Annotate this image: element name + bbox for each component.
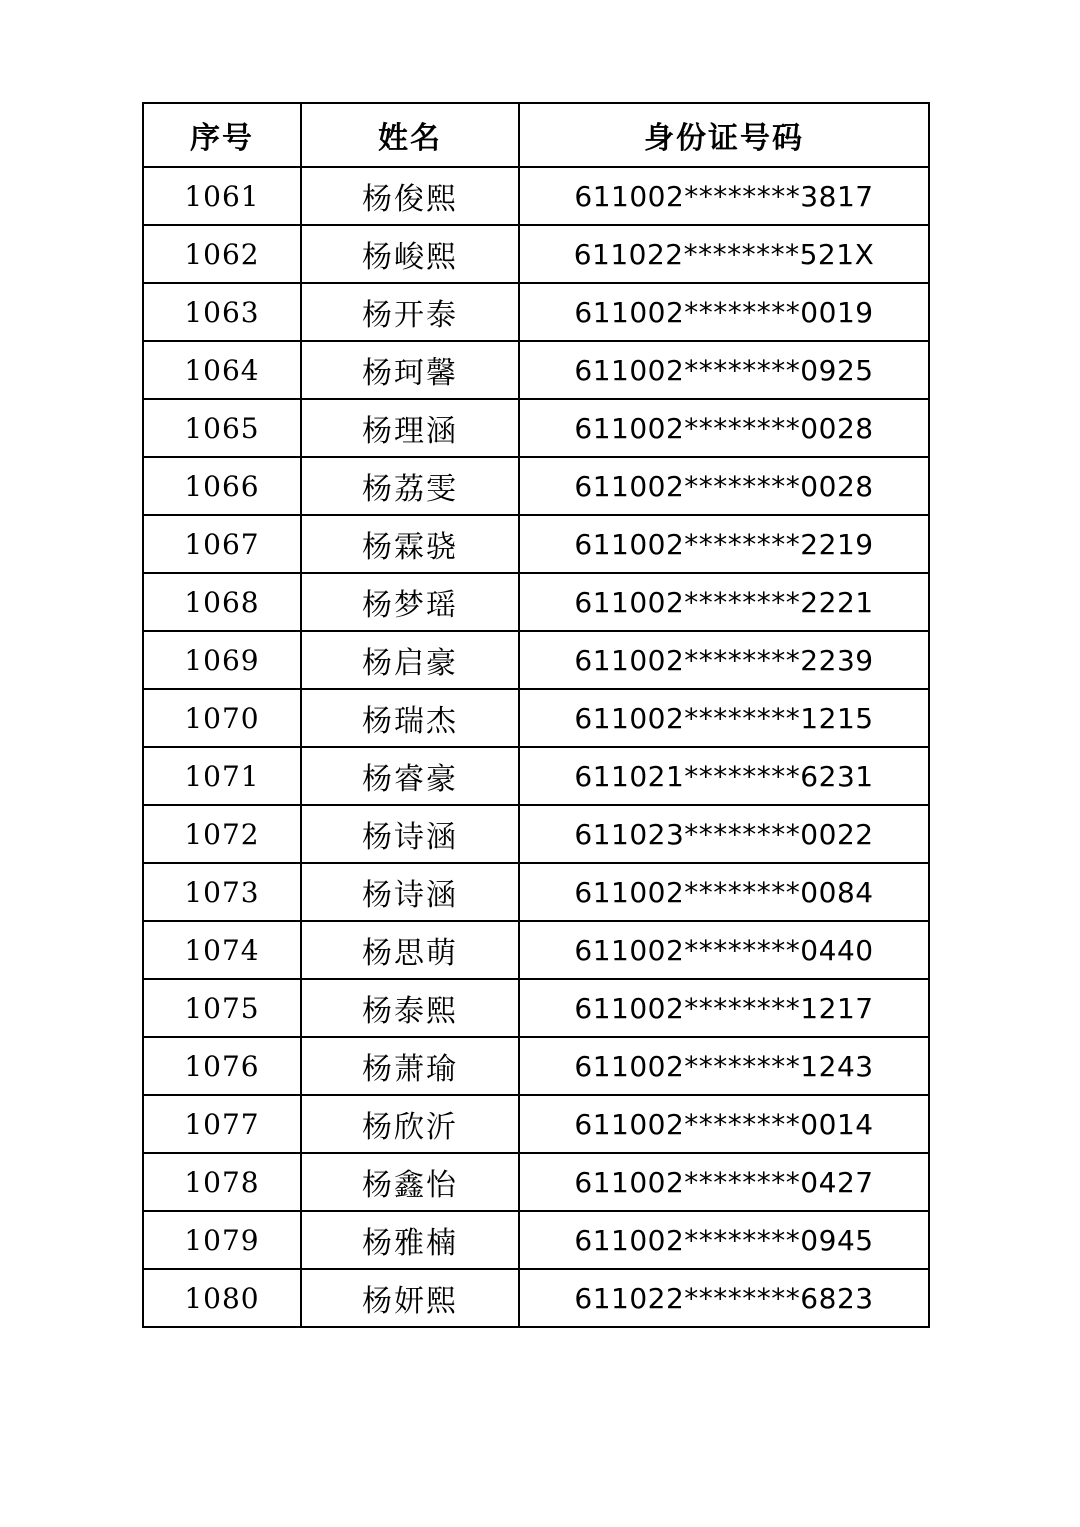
name-cell: 杨雅楠 [301,1211,519,1269]
table-row [143,167,929,225]
serial-number-cell: 1068 [143,573,301,631]
name-cell: 杨诗涵 [301,863,519,921]
name-cell: 杨珂馨 [301,341,519,399]
serial-number-cell: 1076 [143,1037,301,1095]
id-number-cell: 611002********0014 [519,1095,929,1153]
table-row [143,399,929,457]
serial-number-cell: 1071 [143,747,301,805]
serial-number-cell: 1061 [143,167,301,225]
serial-number-cell: 1067 [143,515,301,573]
id-number-cell: 611002********3817 [519,167,929,225]
id-number-cell: 611002********1243 [519,1037,929,1095]
id-number-cell: 611002********0019 [519,283,929,341]
table-row [143,921,929,979]
serial-number-cell: 1070 [143,689,301,747]
table-row [143,341,929,399]
table-row [143,979,929,1037]
table-row [143,457,929,515]
header-serial-number: 序号 [143,103,301,167]
table-row [143,863,929,921]
serial-number-cell: 1062 [143,225,301,283]
id-number-cell: 611002********0084 [519,863,929,921]
serial-number-cell: 1079 [143,1211,301,1269]
id-number-cell: 611002********0945 [519,1211,929,1269]
header-id-number: 身份证号码 [519,103,929,167]
name-cell: 杨梦瑶 [301,573,519,631]
serial-number-cell: 1073 [143,863,301,921]
serial-number-cell: 1077 [143,1095,301,1153]
name-cell: 杨霖骁 [301,515,519,573]
serial-number-cell: 1075 [143,979,301,1037]
table-row [143,1269,929,1327]
id-number-cell: 611022********521X [519,225,929,283]
id-number-cell: 611002********0028 [519,457,929,515]
table-row [143,573,929,631]
table-row [143,225,929,283]
name-cell: 杨开泰 [301,283,519,341]
id-number-cell: 611002********1215 [519,689,929,747]
table-row [143,1037,929,1095]
id-number-cell: 611021********6231 [519,747,929,805]
name-cell: 杨启豪 [301,631,519,689]
table-row [143,515,929,573]
roster-table [142,102,930,1328]
name-cell: 杨荔雯 [301,457,519,515]
serial-number-cell: 1080 [143,1269,301,1327]
id-number-cell: 611022********6823 [519,1269,929,1327]
serial-number-cell: 1069 [143,631,301,689]
id-number-cell: 611002********2221 [519,573,929,631]
name-cell: 杨诗涵 [301,805,519,863]
table-row [143,283,929,341]
table-row [143,631,929,689]
id-number-cell: 611002********0028 [519,399,929,457]
table-row [143,689,929,747]
header-name: 姓名 [301,103,519,167]
id-number-cell: 611002********0925 [519,341,929,399]
id-number-cell: 611002********2219 [519,515,929,573]
id-number-cell: 611002********1217 [519,979,929,1037]
serial-number-cell: 1072 [143,805,301,863]
serial-number-cell: 1064 [143,341,301,399]
table-row [143,1153,929,1211]
name-cell: 杨泰熙 [301,979,519,1037]
table-row [143,1211,929,1269]
name-cell: 杨睿豪 [301,747,519,805]
name-cell: 杨萧瑜 [301,1037,519,1095]
table-row [143,747,929,805]
serial-number-cell: 1065 [143,399,301,457]
table-body [143,167,929,1327]
id-number-cell: 611023********0022 [519,805,929,863]
name-cell: 杨鑫怡 [301,1153,519,1211]
id-number-cell: 611002********0440 [519,921,929,979]
name-cell: 杨俊熙 [301,167,519,225]
name-cell: 杨瑞杰 [301,689,519,747]
name-cell: 杨理涵 [301,399,519,457]
name-cell: 杨思萌 [301,921,519,979]
id-number-cell: 611002********0427 [519,1153,929,1211]
serial-number-cell: 1078 [143,1153,301,1211]
name-cell: 杨妍熙 [301,1269,519,1327]
serial-number-cell: 1063 [143,283,301,341]
serial-number-cell: 1074 [143,921,301,979]
serial-number-cell: 1066 [143,457,301,515]
name-cell: 杨欣沂 [301,1095,519,1153]
table-header-row [143,103,929,167]
name-cell: 杨峻熙 [301,225,519,283]
id-number-cell: 611002********2239 [519,631,929,689]
table-row [143,805,929,863]
table-row [143,1095,929,1153]
